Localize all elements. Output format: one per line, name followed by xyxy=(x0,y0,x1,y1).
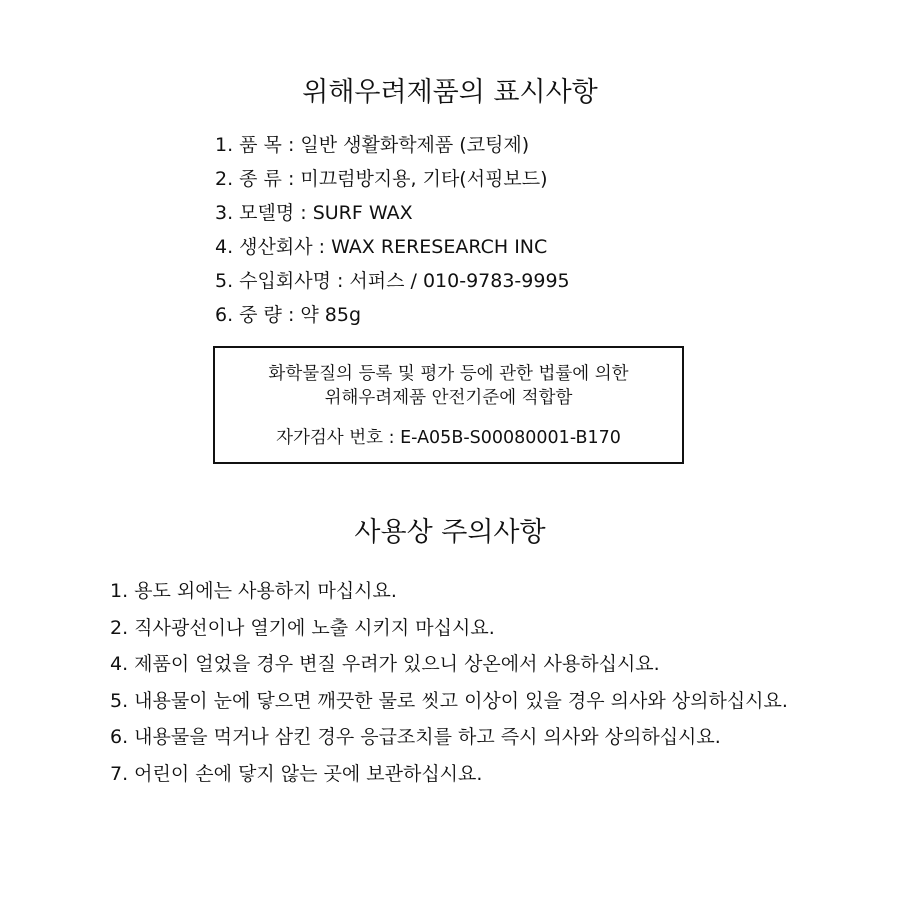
caution-item: 5. 내용물이 눈에 닿으면 깨끗한 물로 씻고 이상이 있을 경우 의사와 상의하십시요. xyxy=(110,689,788,712)
product-info-list xyxy=(215,130,570,334)
certification-number: 자가검사 번호 : E-A05B-S00080001-B170 xyxy=(276,428,621,448)
caution-item: 2. 직사광선이나 열기에 노출 시키지 마십시요. xyxy=(110,616,495,639)
caution-item: 6. 내용물을 먹거나 삼킨 경우 응급조치를 하고 즉시 의사와 상의하십시요. xyxy=(110,726,721,748)
info-item-importer: 5. 수입회사명 : 서퍼스 / 010-9783-9995 xyxy=(215,270,570,292)
info-item-manufacturer: 4. 생산회사 : WAX RERESEARCH INC xyxy=(215,236,548,258)
certification-law-text: 화학물질의 등록 및 평가 등에 관한 법률에 의한 xyxy=(268,364,629,384)
caution-item: 4. 제품이 얼었을 경우 변질 우려가 있으니 상온에서 사용하십시요. xyxy=(110,653,660,675)
caution-item: 7. 어린이 손에 닿지 않는 곳에 보관하십시요. xyxy=(110,762,483,785)
info-item-weight: 6. 중 량 : 약 85g xyxy=(215,304,362,326)
info-item-category: 1. 품 목 : 일반 생활화학제품 (코팅제) xyxy=(215,134,530,156)
caution-section-title: 사용상 주의사항 xyxy=(354,517,546,548)
info-item-type: 2. 종 류 : 미끄럼방지용, 기타(서핑보드) xyxy=(215,168,548,190)
certification-box xyxy=(213,346,684,464)
info-item-model: 3. 모델명 : SURF WAX xyxy=(215,202,413,224)
caution-list xyxy=(110,575,788,794)
certification-standard-text: 위해우려제품 안전기준에 적합함 xyxy=(324,388,573,408)
caution-item: 1. 용도 외에는 사용하지 마십시요. xyxy=(110,580,397,602)
label-section-title: 위해우려제품의 표시사항 xyxy=(302,77,598,108)
